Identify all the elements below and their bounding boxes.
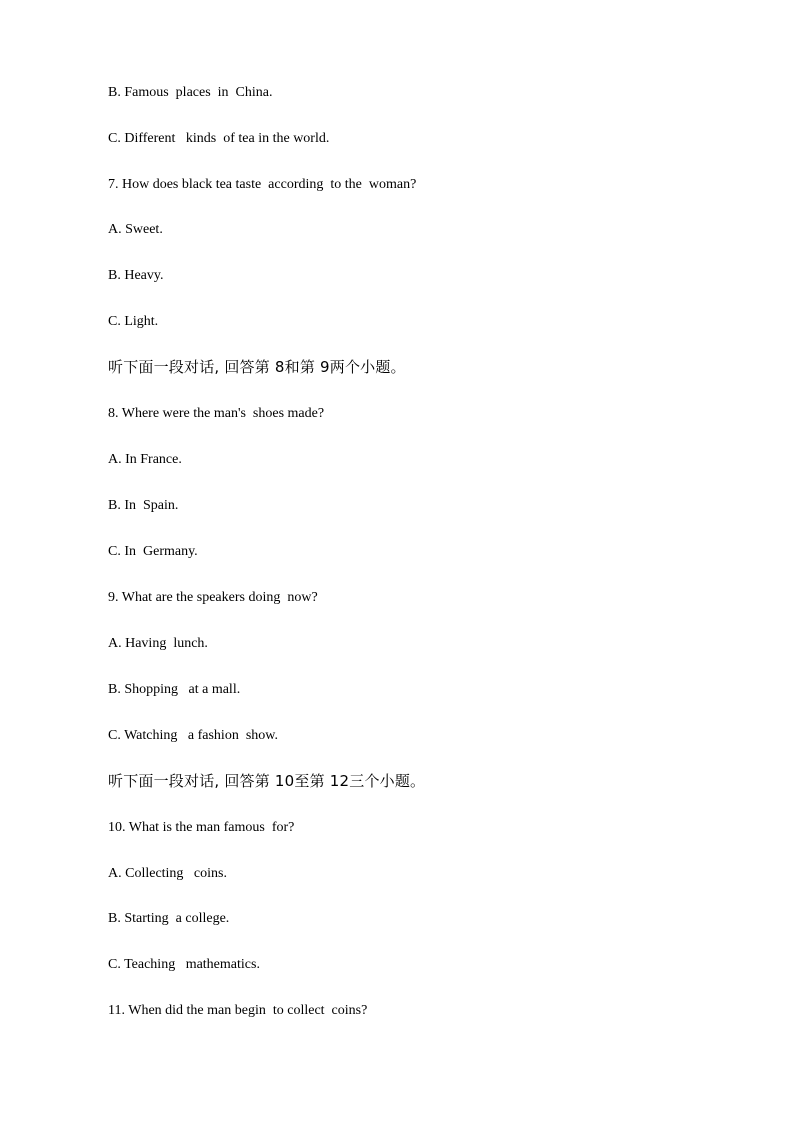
option-10b: B. Starting a college. bbox=[108, 911, 230, 926]
option-9a: A. Having lunch. bbox=[108, 636, 208, 651]
question-7: 7. How does black tea taste according to the woman? bbox=[108, 177, 417, 192]
question-11: 11. When did the man begin to collect coins? bbox=[108, 1003, 368, 1018]
option-10a: A. Collecting coins. bbox=[108, 866, 227, 881]
option-10c: C. Teaching mathematics. bbox=[108, 957, 260, 972]
question-10: 10. What is the man famous for? bbox=[108, 820, 295, 835]
option-8a: A. In France. bbox=[108, 452, 182, 467]
option-7c: C. Light. bbox=[108, 314, 159, 329]
option-8b: B. In Spain. bbox=[108, 498, 179, 513]
option-6c: C. Different kinds of tea in the world. bbox=[108, 131, 330, 146]
question-8: 8. Where were the man's shoes made? bbox=[108, 406, 325, 421]
section-instruction-8-9: 听下面一段对话, 回答第 8和第 9两个小题。 bbox=[108, 358, 406, 376]
option-6b: B. Famous places in China. bbox=[108, 85, 273, 100]
option-9c: C. Watching a fashion show. bbox=[108, 728, 278, 743]
option-7a: A. Sweet. bbox=[108, 222, 163, 237]
option-7b: B. Heavy. bbox=[108, 268, 164, 283]
section-instruction-10-12: 听下面一段对话, 回答第 10至第 12三个小题。 bbox=[108, 772, 426, 790]
option-9b: B. Shopping at a mall. bbox=[108, 682, 241, 697]
question-9: 9. What are the speakers doing now? bbox=[108, 590, 318, 605]
option-8c: C. In Germany. bbox=[108, 544, 198, 559]
